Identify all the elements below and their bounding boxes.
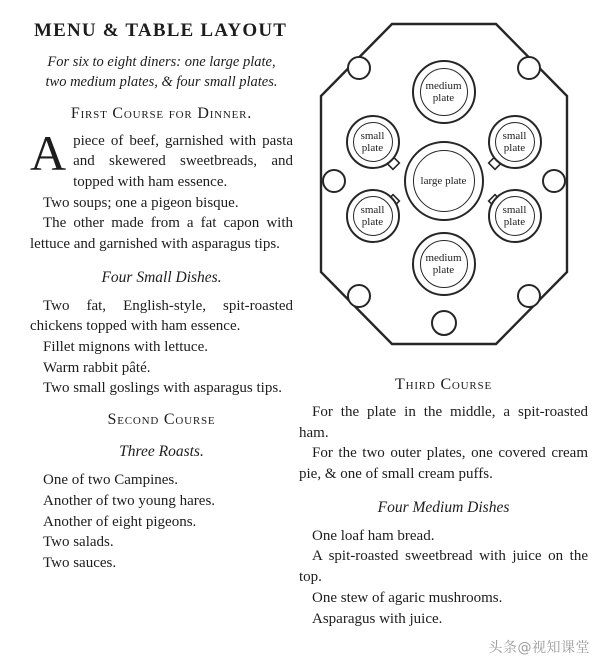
lead-text: piece of beef, garnished with pasta and skewered sweetbreads, and topped with ham essence. — [73, 132, 293, 190]
paragraph: For the two outer plates, one covered cream pie, & one of small cream puffs. — [299, 445, 588, 483]
paragraph: Another of two young hares. — [43, 492, 216, 509]
seat-circle — [543, 170, 565, 192]
plate-label: medium plate — [425, 79, 462, 104]
large-plate-center — [404, 141, 484, 221]
paragraph: For the plate in the middle, a spit-roasted ham. — [299, 404, 588, 441]
plate-inner-ring — [353, 122, 393, 162]
paragraph: The other made from a fat capon with lettuce and garnished with asparagus tips. — [30, 215, 293, 253]
paragraph: A spit-roasted sweetbread with juice on the top. — [299, 548, 588, 586]
plate-label: small plate — [502, 203, 527, 228]
plate-inner-ring — [413, 150, 475, 212]
plate-inner-ring — [420, 68, 468, 116]
left-column — [30, 20, 293, 574]
heading-third-course: Third Course — [395, 376, 492, 393]
paragraph: Two sauces. — [43, 554, 117, 571]
seat-circle — [518, 57, 540, 79]
table-layout-diagram — [315, 18, 573, 350]
intro-note: For six to eight diners: one large plate, two medium plates, & four small plates. — [45, 54, 278, 91]
seat-circle — [348, 57, 370, 79]
seat-circle — [432, 311, 456, 335]
paragraph: Warm rabbit pâté. — [43, 359, 151, 376]
dropcap-letter: A — [30, 124, 67, 181]
paragraph: Two fat, English-style, spit-roasted chickens topped with ham essence. — [30, 297, 293, 335]
paragraph: Another of eight pigeons. — [43, 513, 197, 530]
paragraph: Fillet mignons with lettuce. — [43, 339, 208, 356]
paragraph: Two salads. — [43, 534, 114, 551]
page-title: MENU & TABLE LAYOUT — [34, 20, 288, 41]
small-plate-lower-right — [488, 189, 542, 243]
plate-inner-ring — [420, 240, 468, 288]
medium-plate-top — [412, 60, 476, 124]
plate-label: large plate — [420, 174, 467, 187]
small-plate-lower-left — [346, 189, 400, 243]
paragraph: Two small goslings with asparagus tips. — [43, 380, 282, 397]
seat-circle — [348, 285, 370, 307]
plate-label: small plate — [360, 129, 385, 154]
paragraph: One of two Campines. — [43, 472, 178, 489]
heading-four-medium-dishes: Four Medium Dishes — [377, 498, 510, 516]
paragraph: One loaf ham bread. — [312, 527, 435, 544]
seat-circle — [518, 285, 540, 307]
plate-label: small plate — [360, 203, 385, 228]
small-plate-upper-left — [346, 115, 400, 169]
seat-circle — [323, 170, 345, 192]
paragraph: One stew of agaric mushrooms. — [312, 589, 503, 606]
heading-three-roasts: Three Roasts. — [119, 443, 204, 461]
plate-inner-ring — [353, 196, 393, 236]
right-column — [299, 18, 588, 629]
plate-label: small plate — [502, 129, 527, 154]
medium-plate-bottom — [412, 232, 476, 296]
plate-label: medium plate — [425, 251, 462, 276]
paragraph: Asparagus with juice. — [312, 610, 443, 627]
small-plate-upper-right — [488, 115, 542, 169]
plate-inner-ring — [495, 122, 535, 162]
plate-inner-ring — [495, 196, 535, 236]
heading-four-small-dishes: Four Small Dishes. — [101, 268, 222, 286]
paragraph: Two soups; one a pigeon bisque. — [43, 194, 239, 211]
paragraph-first-course-lead — [30, 124, 293, 193]
watermark: 头条@视知课堂 — [488, 640, 590, 656]
heading-second-course: Second Course — [107, 411, 216, 429]
heading-first-course: First Course for Dinner. — [70, 104, 253, 122]
